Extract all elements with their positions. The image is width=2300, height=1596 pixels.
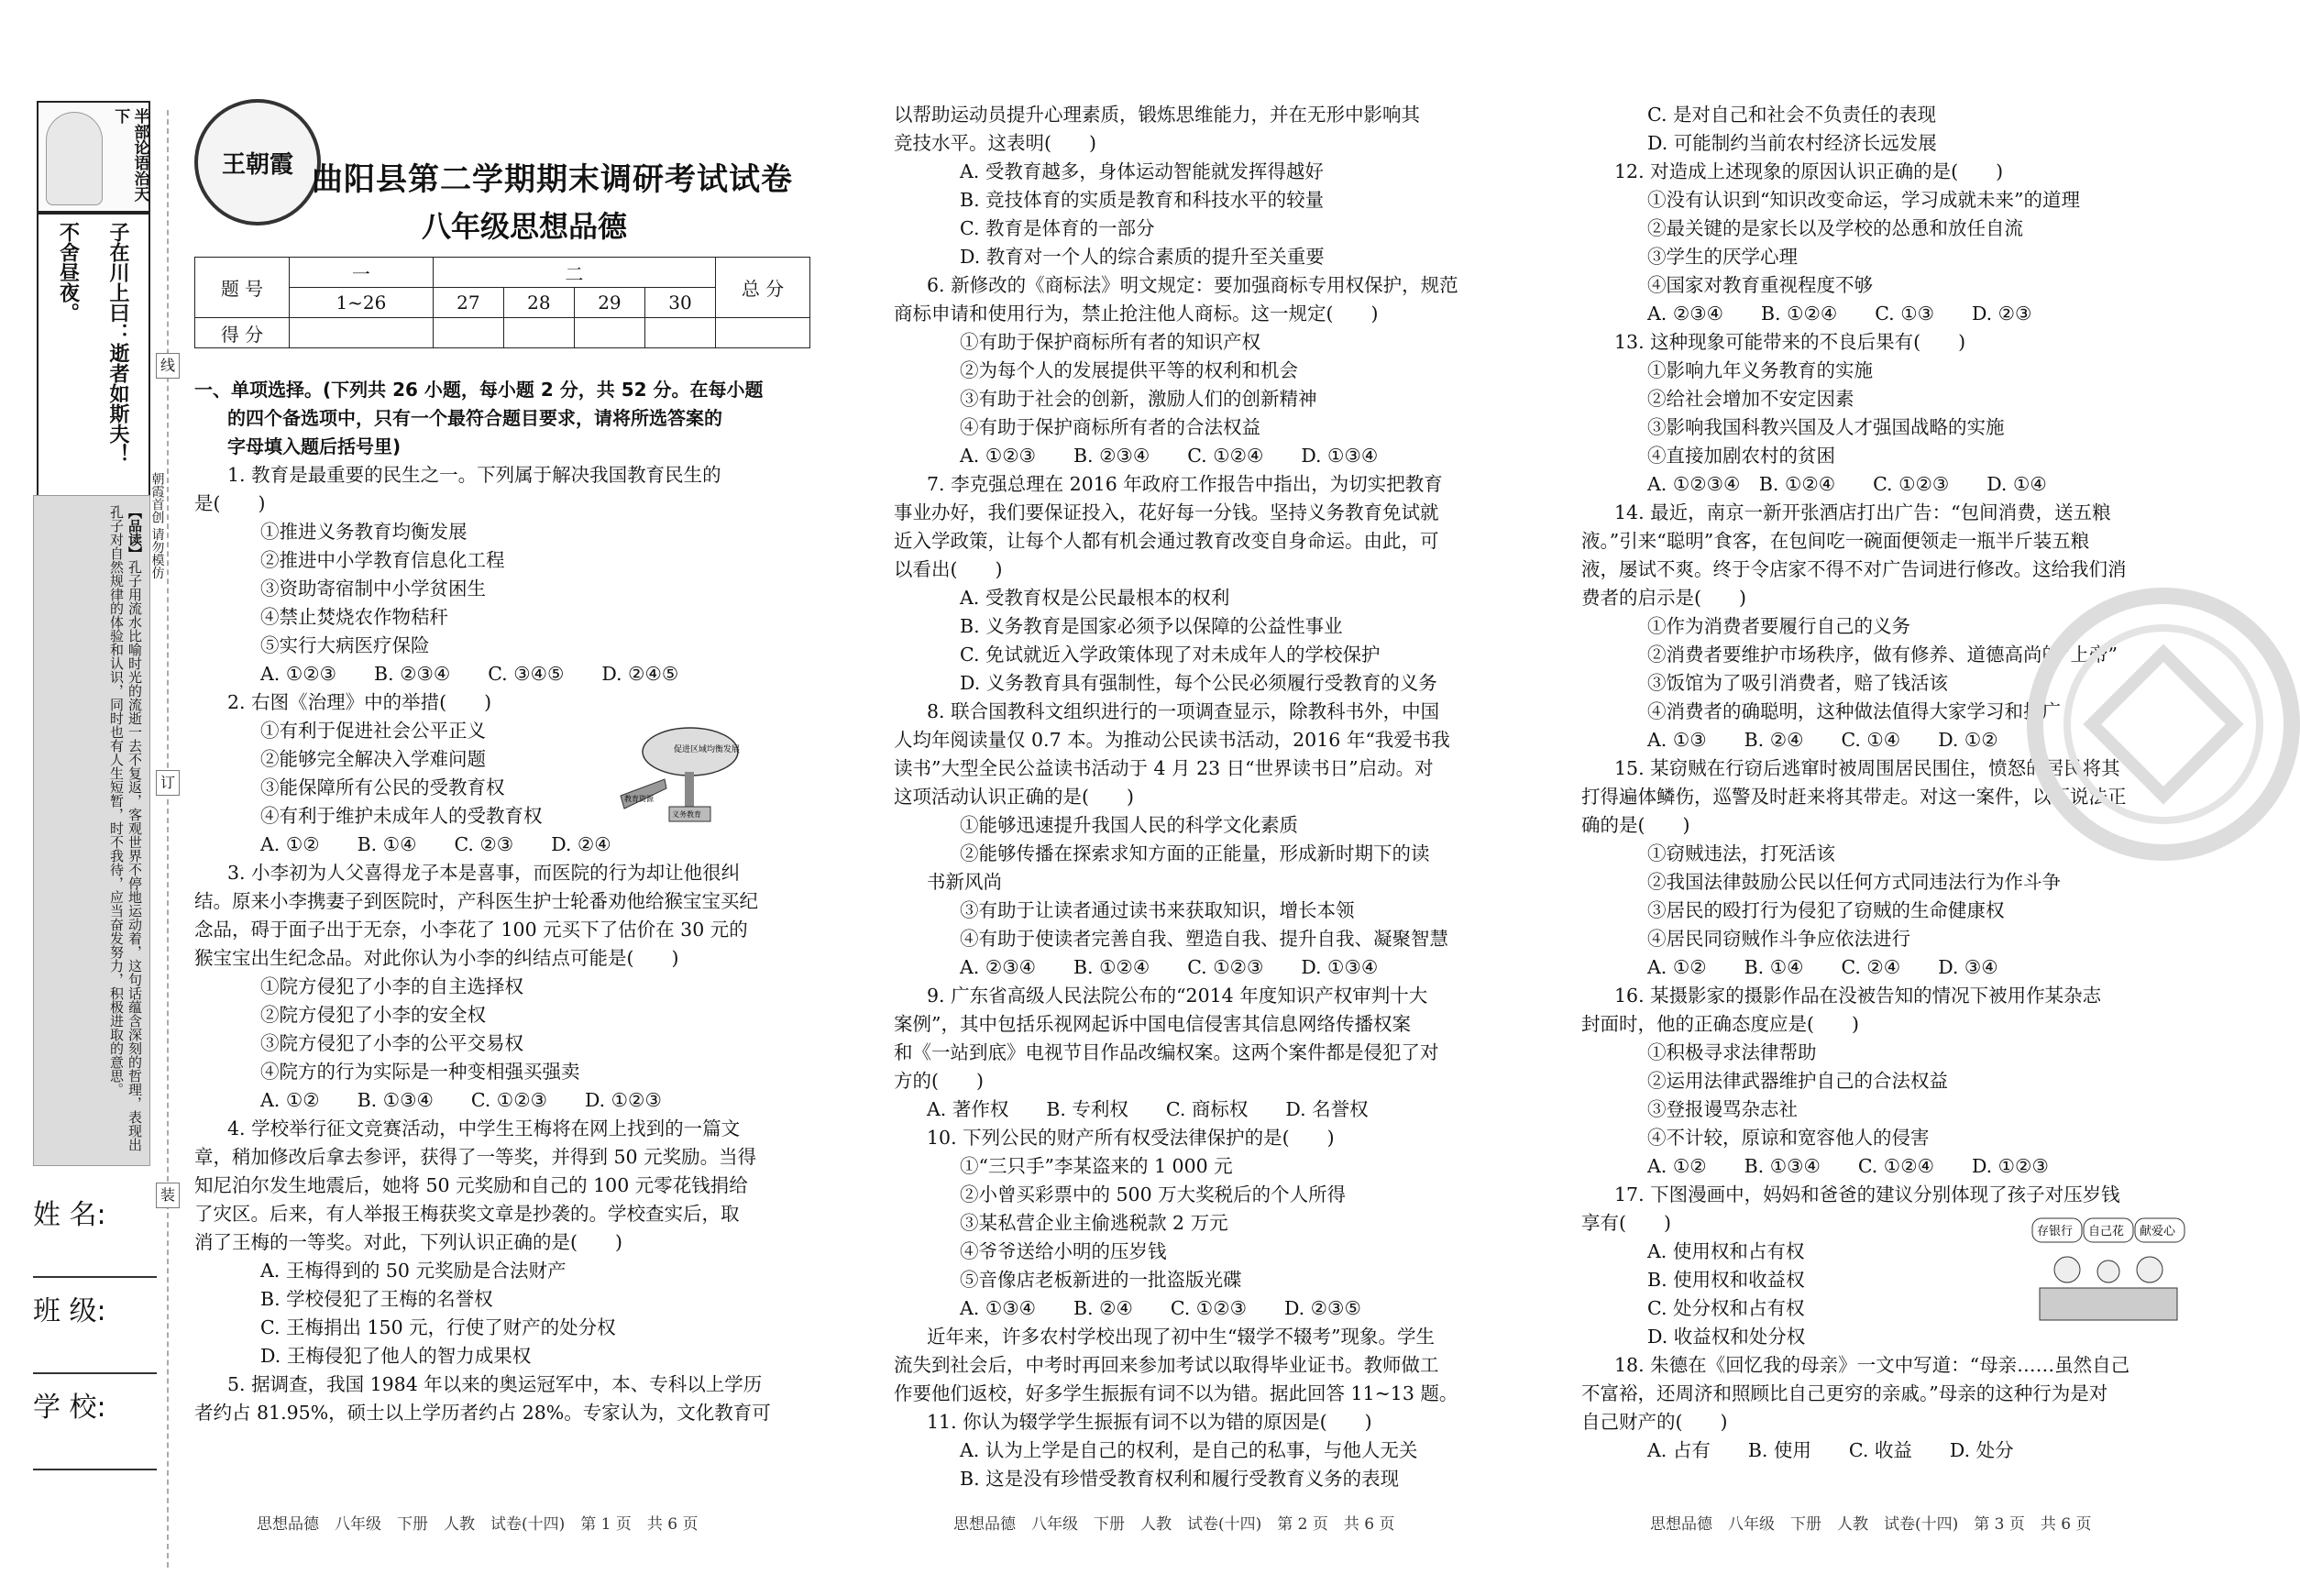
question-line: 3. 小李初为人父喜得龙子本是喜事，而医院的行为却让他很纠	[227, 862, 741, 884]
question-line: ④消费者的确聪明，这种做法值得大家学习和推广	[1647, 700, 2061, 722]
question-line: 8. 联合国教科文组织进行的一项调查显示，除教科书外，中国	[927, 700, 1440, 722]
question-line: ①影响九年义务教育的实施	[1647, 359, 1873, 381]
score-input-cell[interactable]	[644, 318, 715, 348]
score-header-cell: 一	[290, 258, 434, 288]
question-line: A. 著作权 B. 专利权 C. 商标权 D. 名誉权	[927, 1098, 1369, 1120]
question-line: ④国家对教育重视程度不够	[1647, 274, 1873, 296]
question-line: 商标申请和使用行为，禁止抢注他人商标。这一规定( )	[894, 303, 1379, 325]
question-line: 17. 下图漫画中，妈妈和爸爸的建议分别体现了孩子对压岁钱	[1614, 1183, 2120, 1205]
score-header-cell: 30	[644, 288, 715, 318]
question-line: A. ②③④ B. ①②④ C. ①③ D. ②③	[1647, 303, 2032, 325]
question-line: 7. 李克强总理在 2016 年政府工作报告中指出，为切实把教育	[927, 473, 1443, 495]
question-line: 以帮助运动员提升心理素质，锻炼思维能力，并在无形中影响其	[894, 104, 1420, 126]
question-line: A. 王梅得到的 50 元奖励是合法财产	[260, 1260, 567, 1282]
publisher-logo: 王朝霞	[194, 99, 321, 226]
brand-note: 朝霞首创 请勿模仿	[149, 472, 165, 579]
score-header-cell: 得 分	[195, 318, 290, 348]
question-line: ②能够完全解决入学难问题	[260, 748, 486, 770]
question-line: 章，稍加修改后拿去参评，获得了一等奖，并得到 50 元奖励。当得	[194, 1146, 757, 1168]
tree-label: 促进区域均衡发展	[674, 745, 741, 754]
question-line: ①没有认识到“知识改变命运，学习成就未来”的道理	[1647, 189, 2080, 211]
question-line: ①能够迅速提升我国人民的科学文化素质	[960, 814, 1298, 836]
score-header-cell: 题 号	[195, 258, 290, 318]
question-line: A. 占有 B. 使用 C. 收益 D. 处分	[1647, 1439, 2014, 1461]
cut-mark: 线	[156, 353, 180, 379]
exam-subtitle: 八年级思想品德	[422, 209, 628, 244]
question-line: 以看出( )	[894, 558, 1003, 580]
question-line: ④院方的行为实际是一种变相强买强卖	[260, 1061, 580, 1083]
question-line: A. ①② B. ①④ C. ②③ D. ②④	[260, 833, 611, 855]
question-line: A. 使用权和占有权	[1647, 1240, 1805, 1262]
question-line: A. ①③ B. ②④ C. ①④ D. ①②	[1647, 729, 1998, 751]
question-line: D. 义务教育具有强制性，每个公民必须履行受教育的义务	[960, 672, 1437, 694]
score-header-cell: 28	[503, 288, 574, 318]
comic-label: 自己花	[2088, 1225, 2125, 1238]
question-line: 者约占 81.95%，硕士以上学历者约占 28%。专家认为，文化教育可	[194, 1402, 771, 1424]
name-row	[33, 1192, 161, 1288]
quote-short: 不舍昼夜。	[56, 222, 81, 323]
question-line: 16. 某摄影家的摄影作品在没被告知的情况下被用作某杂志	[1614, 985, 2102, 1007]
question-line: ①作为消费者要履行自己的义务	[1647, 615, 1910, 637]
question-line: A. ①②③ B. ②③④ C. ①②④ D. ①③④	[960, 445, 1379, 467]
confucius-portrait	[46, 112, 103, 205]
question-line: 2. 右图《治理》中的举措( )	[227, 691, 492, 713]
question-line: 猴宝宝出生纪念品。对此你认为小李的纠结点可能是( )	[194, 947, 679, 969]
question-line: ②给社会增加不安定因素	[1647, 388, 1854, 410]
question-column-1	[194, 376, 810, 1427]
score-header-cell: 1~26	[290, 288, 434, 318]
page-footer: 思想品德 八年级 下册 人教 试卷(十四) 第 3 页 共 6 页	[1650, 1515, 2092, 1534]
question-line: A. ①③④ B. ②④ C. ①②③ D. ②③⑤	[960, 1297, 1361, 1319]
question-line: 是( )	[194, 492, 266, 514]
question-line: ①有助于保护商标所有者的知识产权	[960, 331, 1260, 353]
score-input-cell[interactable]	[433, 318, 503, 348]
question-line: 1. 教育是最重要的民生之一。下列属于解决我国教育民生的	[227, 464, 721, 486]
question-line: ②推进中小学教育信息化工程	[260, 549, 505, 571]
tree-label: 义务教育	[672, 810, 701, 819]
question-line: 案例”，其中包括乐视网起诉中国电信侵害其信息网络传播权案	[894, 1013, 1411, 1035]
question-line: D. 可能制约当前农村经济长远发展	[1647, 132, 1937, 154]
question-line: ④禁止焚烧农作物秸秆	[260, 606, 448, 628]
question-line: 6. 新修改的《商标法》明文规定：要加强商标专用权保护，规范	[927, 274, 1458, 296]
question-line: 的四个备选项中，只有一个最符合题目要求，请将所选答案的	[227, 407, 722, 429]
question-line: ①窃贼违法，打死活该	[1647, 842, 1835, 864]
question-line: 13. 这种现象可能带来的不良后果有( )	[1614, 331, 1966, 353]
page-footer: 思想品德 八年级 下册 人教 试卷(十四) 第 1 页 共 6 页	[257, 1515, 699, 1534]
question-line: ①积极寻求法律帮助	[1647, 1041, 1817, 1063]
question-line: ②小曾买彩票中的 500 万大奖税后的个人所得	[960, 1183, 1347, 1205]
review-text: 孔子用流水比喻时光的流逝一去不复返，客观世界不停地运动着，这句话蕴含深刻的哲理，表现出孔子对自然规律的体验和认识，同时也有人生短暂，时不我待，应当奋发努力，积极进取的意思。	[108, 505, 143, 1151]
question-line: ③饭馆为了吸引消费者，赔了钱活该	[1647, 672, 1948, 694]
question-line: A. 受教育权是公民最根本的权利	[960, 587, 1230, 609]
question-line: ⑤实行大病医疗保险	[260, 634, 430, 656]
question-line: ②最关键的是家长以及学校的怂恿和放任自流	[1647, 217, 2023, 239]
question-line: C. 王梅捐出 150 元，行使了财产的处分权	[260, 1316, 616, 1338]
question-line: ③有助于让读者通过读书来获取知识，增长本领	[960, 899, 1355, 921]
question-line: ③资助寄宿制中小学贫困生	[260, 578, 486, 600]
review-tag: 【品读】	[127, 505, 143, 560]
name-field[interactable]	[33, 1276, 157, 1278]
question-line: ②我国法律鼓励公民以任何方式同违法行为作斗争	[1647, 871, 2061, 893]
question-line: A. ①② B. ①④ C. ②④ D. ③④	[1647, 956, 1998, 978]
question-line: B. 这是没有珍惜受教育权利和履行受教育义务的表现	[960, 1468, 1400, 1490]
question-line: 14. 最近，南京一新开张酒店打出广告：“包间消费，送五粮	[1614, 501, 2111, 523]
question-line: 竞技水平。这表明( )	[894, 132, 1096, 154]
question-line: A. 认为上学是自己的权利，是自己的私事，与他人无关	[960, 1439, 1418, 1461]
question-line: A. ②③④ B. ①②④ C. ①②③ D. ①③④	[960, 956, 1379, 978]
question-line: ③学生的厌学心理	[1647, 246, 1798, 268]
binding-line	[167, 110, 169, 1568]
question-line: 确的是( )	[1581, 814, 1690, 836]
exam-title: 曲阳县第二学期期末调研考试试卷	[312, 161, 793, 198]
school-field[interactable]	[33, 1469, 157, 1470]
question-line: ①有利于促进社会公平正义	[260, 720, 486, 742]
class-field[interactable]	[33, 1372, 157, 1374]
question-line: 读书”大型全民公益读书活动于 4 月 23 日“世界读书日”启动。对	[894, 757, 1434, 779]
school-label: 学 校:	[33, 1392, 106, 1424]
question-line: D. 教育对一个人的综合素质的提升至关重要	[960, 246, 1325, 268]
question-line: B. 竞技体育的实质是教育和科技水平的较量	[960, 189, 1325, 211]
question-line: ④不计较，原谅和宽容他人的侵害	[1647, 1127, 1930, 1149]
cut-mark: 订	[156, 770, 180, 796]
question-line: C. 教育是体育的一部分	[960, 217, 1155, 239]
question-line: ②为每个人的发展提供平等的权利和机会	[960, 359, 1298, 381]
question-line: ②院方侵犯了小李的安全权	[260, 1004, 486, 1026]
question-line: D. 王梅侵犯了他人的智力成果权	[260, 1345, 532, 1367]
question-line: ②消费者要维护市场秩序，做有修养、道德高尚的“上帝”	[1647, 644, 2118, 666]
question-line: 4. 学校举行征文竞赛活动，中学生王梅将在网上找到的一篇文	[227, 1117, 741, 1139]
question-line: 结。原来小李携妻子到医院时，产科医生护士轮番劝他给猴宝宝买纪	[194, 890, 758, 912]
question-line: 9. 广东省高级人民法院公布的“2014 年度知识产权审判十大	[927, 985, 1428, 1007]
score-input-cell[interactable]	[503, 318, 574, 348]
question-line: B. 使用权和收益权	[1647, 1269, 1805, 1291]
question-line: ③院方侵犯了小李的公平交易权	[260, 1032, 523, 1054]
question-line: ③有助于社会的创新，激励人们的创新精神	[960, 388, 1317, 410]
question-line: 这项活动认识正确的是( )	[894, 786, 1134, 808]
question-line: ③影响我国科教兴国及人才强国战略的实施	[1647, 416, 2005, 438]
tree-illustration	[619, 724, 743, 825]
name-label: 姓 名:	[33, 1199, 106, 1231]
score-input-cell[interactable]	[716, 318, 810, 348]
question-line: A. ①②③④ B. ①②④ C. ①②③ D. ①④	[1647, 473, 2047, 495]
score-input-cell[interactable]	[574, 318, 644, 348]
student-info-form	[33, 1192, 161, 1480]
comic-label: 献爱心	[2140, 1225, 2176, 1238]
question-line: 近入学政策，让每个人都有机会通过教育改变自身命运。由此，可	[894, 530, 1439, 552]
question-line: 11. 你认为辍学学生振振有词不以为错的原因是( )	[927, 1411, 1372, 1433]
question-line: ③居民的殴打行为侵犯了窃贼的生命健康权	[1647, 899, 2005, 921]
question-line: 费者的启示是( )	[1581, 587, 1746, 609]
sidebar-title-box	[37, 101, 150, 215]
question-line: A. 受教育越多，身体运动智能就发挥得越好	[960, 160, 1324, 182]
question-line: 方的( )	[894, 1070, 984, 1092]
question-line: ④爷爷送给小明的压岁钱	[960, 1240, 1167, 1262]
question-line: 液。”引来“聪明”食客，在包间吃一碗面便领走一瓶半斤装五粮	[1581, 530, 2090, 552]
page-footer: 思想品德 八年级 下册 人教 试卷(十四) 第 2 页 共 6 页	[953, 1515, 1395, 1534]
question-line: 液，屡试不爽。终于令店家不得不对广告词进行修改。这给我们消	[1581, 558, 2127, 580]
question-line: C. 处分权和占有权	[1647, 1297, 1805, 1319]
question-line: 10. 下列公民的财产所有权受法律保护的是( )	[927, 1127, 1335, 1149]
question-line: 5. 据调查，我国 1984 年以来的奥运冠军中，本、专科以上学历	[227, 1373, 763, 1395]
question-line: 一、单项选择。(下列共 26 小题，每小题 2 分，共 52 分。在每小题	[194, 379, 764, 401]
question-line: 了灾区。后来，有人举报王梅获奖文章是抄袭的。学校查实后，取	[194, 1203, 740, 1225]
score-input-cell[interactable]	[290, 318, 434, 348]
school-row	[33, 1384, 161, 1480]
question-line: 消了王梅的一等奖。对此，下列认识正确的是( )	[194, 1231, 622, 1253]
question-line: ②运用法律武器维护自己的合法权益	[1647, 1070, 1948, 1092]
score-header-cell: 29	[574, 288, 644, 318]
question-line: 作要他们返校，好多学生振振有词不以为错。据此回答 11~13 题。	[894, 1382, 1458, 1404]
cut-mark: 装	[156, 1183, 180, 1208]
quote-long: 子在川上曰：逝者如斯夫！	[106, 222, 130, 464]
question-line: 自己财产的( )	[1581, 1411, 1728, 1433]
question-line: ④居民同窃贼作斗争应依法进行	[1647, 928, 1910, 950]
question-line: ④有助于使读者完善自我、塑造自我、提升自我、凝聚智慧	[960, 928, 1448, 950]
question-line: 人均年阅读量仅 0.7 本。为推动公民读书活动，2016 年“我爱书我	[894, 729, 1450, 751]
question-line: C. 是对自己和社会不负责任的表现	[1647, 104, 1936, 126]
question-line: ④有助于保护商标所有者的合法权益	[960, 416, 1260, 438]
class-row	[33, 1288, 161, 1384]
question-line: 不富裕，还周济和照顾比自己更穷的亲戚。”母亲的这种行为是对	[1581, 1382, 2108, 1404]
tree-label: 教育资源	[624, 795, 654, 803]
question-line: A. ①②③ B. ②③④ C. ③④⑤ D. ②④⑤	[260, 663, 679, 685]
score-header-cell: 总 分	[716, 258, 810, 318]
question-line: ③能保障所有公民的受教育权	[260, 776, 505, 798]
question-line: 近年来，许多农村学校出现了初中生“辍学不辍考”现象。学生	[927, 1326, 1435, 1348]
score-header-cell: 27	[433, 288, 503, 318]
comic-illustration	[2030, 1215, 2186, 1325]
score-table	[194, 257, 810, 348]
question-line: D. 收益权和处分权	[1647, 1326, 1806, 1348]
question-line: 事业办好，我们要保证投入，花好每一分钱。坚持义务教育免试就	[894, 501, 1439, 523]
question-line: ②能够传播在探索求知方面的正能量，形成新时期下的读	[960, 842, 1430, 864]
question-line: ③登报谩骂杂志社	[1647, 1098, 1798, 1120]
question-line: 15. 某窃贼在行窃后逃窜时被周围居民围住，愤怒的居民将其	[1614, 757, 2120, 779]
question-line: ④有利于维护未成年人的受教育权	[260, 805, 543, 827]
question-line: 书新风尚	[927, 871, 1002, 893]
question-line: ⑤音像店老板新进的一批盗版光碟	[960, 1269, 1242, 1291]
question-line: C. 免试就近入学政策体现了对未成年人的学校保护	[960, 644, 1381, 666]
question-line: 字母填入题后括号里)	[227, 435, 402, 457]
question-line: ③某私营企业主偷逃税款 2 万元	[960, 1212, 1228, 1234]
question-line: ④直接加剧农村的贫困	[1647, 445, 1835, 467]
review-box	[33, 495, 150, 1166]
question-line: ①“三只手”李某盗来的 1 000 元	[960, 1155, 1233, 1177]
question-line: ①院方侵犯了小李的自主选择权	[260, 975, 523, 997]
question-line: 流失到社会后，中考时再回来参加考试以取得毕业证书。教师做工	[894, 1354, 1439, 1376]
question-column-2	[894, 101, 1503, 1493]
question-line: ①推进义务教育均衡发展	[260, 521, 468, 543]
question-line: A. ①② B. ①③④ C. ①②③ D. ①②③	[260, 1089, 662, 1111]
score-header-cell: 二	[433, 258, 715, 288]
question-line: 封面时，他的正确态度应是( )	[1581, 1013, 1859, 1035]
watermark-stamp-icon	[2026, 587, 2300, 862]
question-line: 和《一站到底》电视节目作品改编权案。这两个案件都是侵犯了对	[894, 1041, 1439, 1063]
question-line: 12. 对造成上述现象的原因认识正确的是( )	[1614, 160, 2004, 182]
question-line: 打得遍体鳞伤，巡警及时赶来将其带走。对这一案件，以下说法正	[1581, 786, 2127, 808]
question-line: B. 学校侵犯了王梅的名誉权	[260, 1288, 493, 1310]
question-line: 享有( )	[1581, 1212, 1671, 1234]
comic-label: 存银行	[2037, 1225, 2074, 1238]
question-line: A. ①② B. ①③④ C. ①②④ D. ①②③	[1647, 1155, 2049, 1177]
class-label: 班 级:	[33, 1295, 106, 1327]
question-line: 知尼泊尔发生地震后，她将 50 元奖励和自己的 100 元零花钱捐给	[194, 1174, 748, 1196]
question-line: B. 义务教育是国家必须予以保障的公益性事业	[960, 615, 1343, 637]
quote-box	[37, 211, 150, 499]
question-line: 念品，碍于面子出于无奈，小李花了 100 元买下了估价在 30 元的	[194, 919, 748, 941]
sidebar-slogan: 半部论语治天下	[111, 108, 149, 202]
question-line: 18. 朱德在《回忆我的母亲》一文中写道：“母亲……虽然自己	[1614, 1354, 2130, 1376]
